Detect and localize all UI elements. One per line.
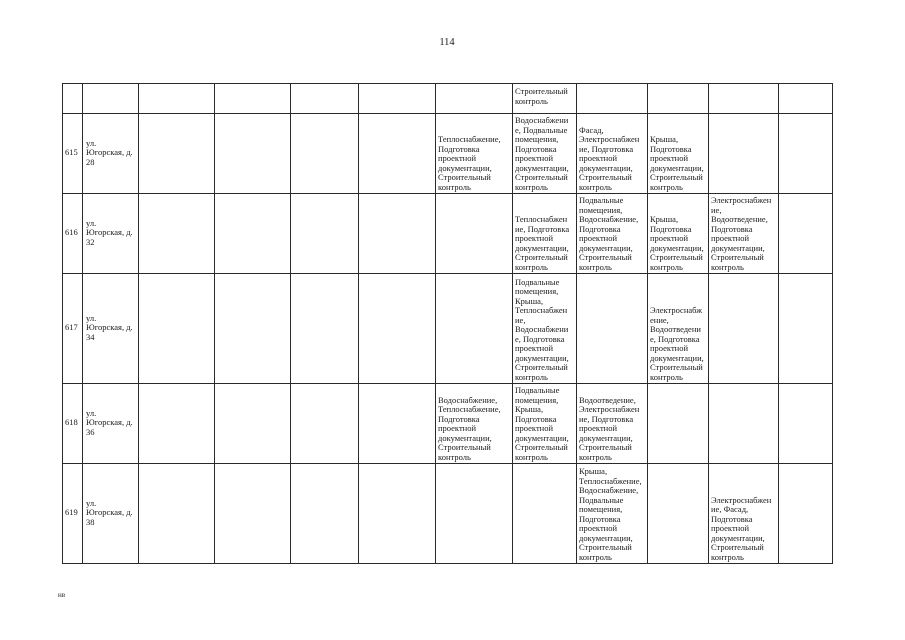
row-number: 619: [63, 464, 83, 564]
work-cell: Подвальные помещения, Крыша, Теплоснабжен ие, Водоснабжени е, Подготовка проектной документации, Строительный контроль: [513, 274, 577, 384]
empty-cell: [359, 84, 436, 114]
empty-cell: [139, 274, 215, 384]
address-cell: [83, 84, 139, 114]
row-number: 616: [63, 194, 83, 274]
empty-cell: [291, 384, 359, 464]
address-cell: ул. Югорская, д. 38: [83, 464, 139, 564]
empty-cell: [139, 384, 215, 464]
empty-cell: [139, 194, 215, 274]
work-cell: Крыша, Подготовка проектной документации, Строительный контроль: [648, 114, 709, 194]
address-cell: ул. Югорская, д. 36: [83, 384, 139, 464]
empty-cell: [779, 194, 833, 274]
empty-cell: [779, 384, 833, 464]
empty-cell: [215, 384, 291, 464]
empty-cell: [291, 84, 359, 114]
works-table: [62, 83, 833, 564]
table-row: [63, 464, 833, 564]
work-cell: Крыша, Теплоснабжение, Водоснабжение, Подвальные помещения, Подготовка проектной документации, Строительный контроль: [577, 464, 648, 564]
empty-cell: [648, 464, 709, 564]
empty-cell: [359, 114, 436, 194]
empty-cell: [709, 274, 779, 384]
row-number: 615: [63, 114, 83, 194]
table-row: [63, 194, 833, 274]
empty-cell: [215, 464, 291, 564]
empty-cell: [513, 464, 577, 564]
table-row: [63, 114, 833, 194]
empty-cell: [291, 464, 359, 564]
empty-cell: [359, 464, 436, 564]
empty-cell: [709, 384, 779, 464]
empty-cell: [359, 194, 436, 274]
work-cell: Фасад, Электроснабжен ие, Подготовка проектной документации, Строительный контроль: [577, 114, 648, 194]
empty-cell: [648, 384, 709, 464]
empty-cell: [215, 274, 291, 384]
empty-cell: [215, 114, 291, 194]
empty-cell: [215, 84, 291, 114]
work-cell: Теплоснабжение, Подготовка проектной документации, Строительный контроль: [436, 114, 513, 194]
empty-cell: [359, 384, 436, 464]
work-cell: Водоотведение, Электроснабжен ие, Подготовка проектной документации, Строительный контроль: [577, 384, 648, 464]
empty-cell: [139, 84, 215, 114]
empty-cell: [436, 464, 513, 564]
empty-cell: [709, 114, 779, 194]
empty-cell: [779, 274, 833, 384]
row-number: [63, 84, 83, 114]
empty-cell: [577, 274, 648, 384]
empty-cell: [436, 84, 513, 114]
empty-cell: [779, 464, 833, 564]
empty-cell: [291, 274, 359, 384]
work-cell: Водоснабжение, Теплоснабжение, Подготовка проектной документации, Строительный контроль: [436, 384, 513, 464]
empty-cell: [215, 194, 291, 274]
empty-cell: [359, 274, 436, 384]
empty-cell: [291, 114, 359, 194]
work-cell: Подвальные помещения, Крыша, Подготовка проектной документации, Строительный контроль: [513, 384, 577, 464]
page-number: 114: [439, 37, 455, 48]
table-row: [63, 84, 833, 114]
footer-mark: нв: [58, 591, 66, 599]
address-cell: ул. Югорская, д. 28: [83, 114, 139, 194]
address-cell: ул. Югорская, д. 32: [83, 194, 139, 274]
address-cell: ул. Югорская, д. 34: [83, 274, 139, 384]
row-number: 617: [63, 274, 83, 384]
empty-cell: [139, 464, 215, 564]
table-row: [63, 384, 833, 464]
work-cell: Строительный контроль: [513, 84, 577, 114]
empty-cell: [648, 84, 709, 114]
empty-cell: [291, 194, 359, 274]
work-cell: Крыша, Подготовка проектной документации, Строительный контроль: [648, 194, 709, 274]
work-cell: Электроснабжен ие, Водоотведение, Подготовка проектной документации, Строительный контроль: [709, 194, 779, 274]
empty-cell: [436, 274, 513, 384]
work-cell: Теплоснабжен ие, Подготовка проектной документации, Строительный контроль: [513, 194, 577, 274]
table-row: [63, 274, 833, 384]
empty-cell: [779, 84, 833, 114]
empty-cell: [779, 114, 833, 194]
empty-cell: [709, 84, 779, 114]
work-cell: Водоснабжени е, Подвальные помещения, Подготовка проектной документации, Строительный контроль: [513, 114, 577, 194]
work-cell: Электроснабжен ие, Фасад, Подготовка проектной документации, Строительный контроль: [709, 464, 779, 564]
row-number: 618: [63, 384, 83, 464]
work-cell: Электроснабж ение, Водоотведени е, Подготовка проектной документации, Строительный контроль: [648, 274, 709, 384]
empty-cell: [139, 114, 215, 194]
empty-cell: [577, 84, 648, 114]
empty-cell: [436, 194, 513, 274]
work-cell: Подвальные помещения, Водоснабжение, Подготовка проектной документации, Строительный контроль: [577, 194, 648, 274]
